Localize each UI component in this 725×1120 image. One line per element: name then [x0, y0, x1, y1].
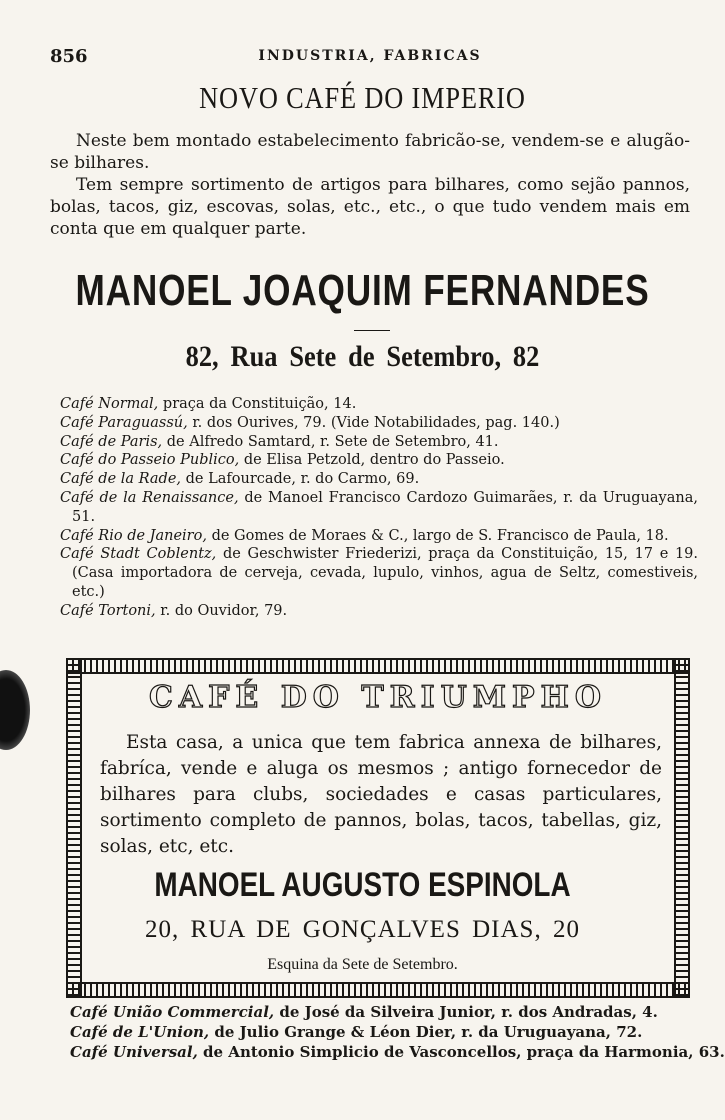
intro-paragraph: Neste bem montado estabelecimento fabricão-se, vendem-se e alugão-se bilhares.	[50, 131, 690, 173]
advert-title: CAFÉ DO TRIUMPHO	[148, 680, 608, 715]
page-number: 856	[50, 46, 88, 67]
list-item: Café Tortoni, r. do Ouvidor, 79.	[60, 602, 288, 619]
page-header	[50, 46, 690, 70]
divider-rule	[354, 330, 390, 331]
shop-address: 82, Rua Sete de Setembro, 82	[185, 340, 540, 373]
list-item: Café de L'Union, de Julio Grange & Léon Dier, r. da Uruguayana, 72.	[70, 1023, 643, 1041]
list-item: Café Normal, praça da Constituição, 14.	[60, 396, 357, 412]
list-item: Café do Passeio Publico, de Elisa Petzold, dentro do Passeio.	[60, 452, 505, 469]
advert-box	[66, 658, 690, 998]
list-item: Café Paraguassú, r. dos Ourives, 79. (Vide Notabilidades, pag. 140.)	[60, 414, 560, 431]
advert-address: 20, RUA DE GONÇALVES DIAS, 20	[145, 916, 580, 943]
proprietor-name: MANOEL JOAQUIM FERNANDES	[75, 266, 650, 315]
list-item: Café de Paris, de Alfredo Samtard, r. Sete de Setembro, 41.	[60, 433, 499, 450]
cafes-list-2	[70, 1002, 725, 1062]
list-item: Café de la Rade, de Lafourcade, r. do Carmo, 69.	[60, 471, 420, 488]
advert-text: Esta casa, a unica que tem fabrica annexa de bilhares, fabríca, vende e aluga os mesmos ; antigo fornecedor de bilhares para clubs, sociedades e casas particulares, sortimento completo de pannos, bolas, tacos, tabellas, giz, solas, etc, etc.	[100, 732, 662, 857]
greek-key-border-bottom	[66, 982, 690, 998]
list-item: Café de la Renaissance, de Manoel Francisco Cardozo Guimarães, r. da Uruguayana, 51.	[60, 489, 698, 525]
advert-proprietor: MANOEL AUGUSTO ESPINOLA	[154, 866, 571, 904]
advert-corner: Esquina da Sete de Setembro.	[267, 956, 458, 973]
stock-paragraph: Tem sempre sortimento de artigos para bilhares, como sejão pannos, bolas, tacos, giz, escovas, solas, etc., etc., o que tudo vendem mais em conta que em qualquer parte.	[50, 175, 690, 239]
ink-blot	[0, 670, 30, 750]
cafes-list	[60, 395, 698, 621]
greek-key-border-top	[66, 658, 690, 674]
list-item: Café União Commercial, de José da Silveira Junior, r. dos Andradas, 4.	[70, 1003, 658, 1021]
list-item: Café Universal, de Antonio Simplicio de Vasconcellos, praça da Harmonia, 63.	[70, 1043, 725, 1061]
running-head: INDUSTRIA, FABRICAS	[258, 48, 482, 64]
section-title: NOVO CAFÉ DO IMPERIO	[199, 80, 526, 115]
list-item: Café Stadt Coblentz, de Geschwister Friederizi, praça da Constituição, 15, 17 e 19. (Casa importadora de cerveja, cevada, lupulo, vinhos, agua de Seltz, comestiveis, etc.)	[60, 546, 699, 600]
list-item: Café Rio de Janeiro, de Gomes de Moraes & C., largo de S. Francisco de Paula, 18.	[60, 527, 669, 544]
